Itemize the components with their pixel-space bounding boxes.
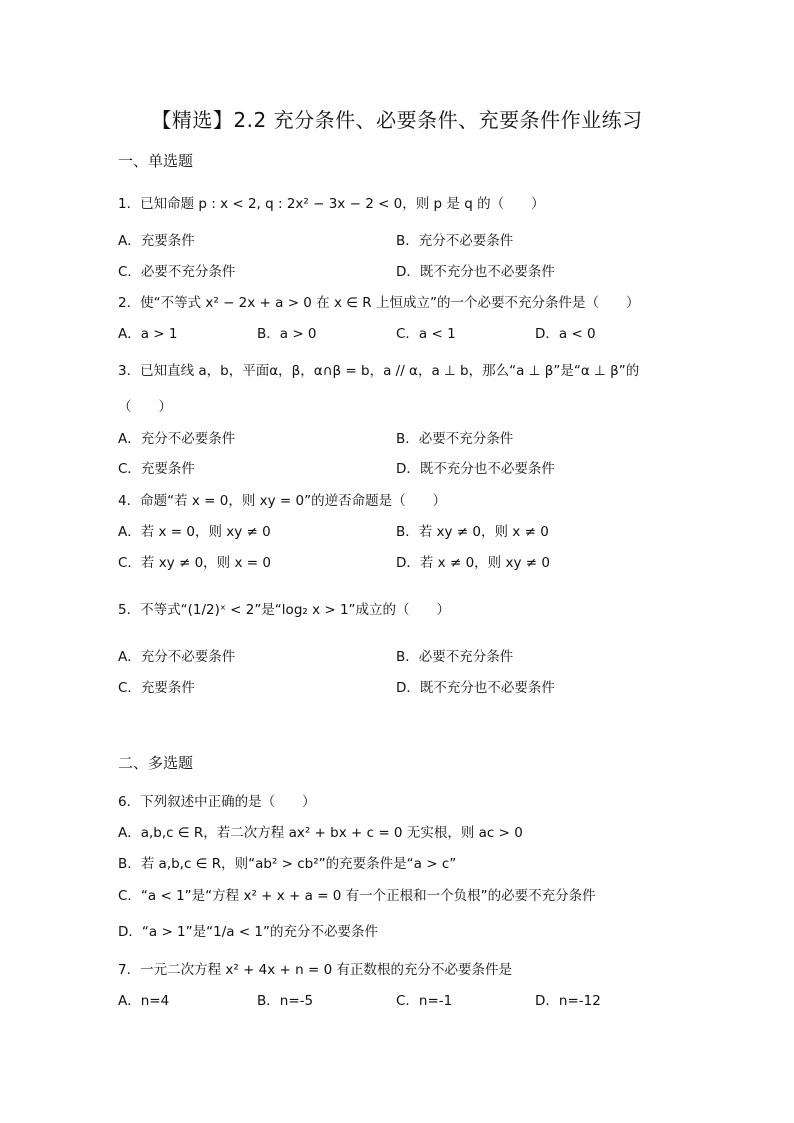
question-4-stem: 4．命题“若 x = 0，则 xy = 0”的逆否命题是（ ） xyxy=(118,493,447,509)
q6-option-b: B．若 a,b,c ∈ R，则“ab² > cb²”的充要条件是“a > c” xyxy=(118,856,457,872)
q1-option-d: D．既不充分也不必要条件 xyxy=(396,264,555,280)
q1-option-a: A．充要条件 xyxy=(118,233,195,249)
q2-option-a: A．a > 1 xyxy=(118,326,178,342)
q4-option-b: B．若 xy ≠ 0，则 x ≠ 0 xyxy=(396,524,549,540)
q3-option-a: A．充分不必要条件 xyxy=(118,431,236,447)
section-heading-multi: 二、多选题 xyxy=(118,754,194,772)
q7-option-b: B．n=-5 xyxy=(257,993,314,1009)
q5-option-c: C．充要条件 xyxy=(118,680,195,696)
q4-option-c: C．若 xy ≠ 0，则 x = 0 xyxy=(118,555,271,571)
q7-option-c: C．n=-1 xyxy=(396,993,453,1009)
q6-option-d: D．“a > 1”是“1/a < 1”的充分不必要条件 xyxy=(118,924,379,940)
q6-option-c: C．“a < 1”是“方程 x² + x + a = 0 有一个正根和一个负根”的必要不充分条件 xyxy=(118,888,596,904)
q5-option-a: A．充分不必要条件 xyxy=(118,649,236,665)
question-1-stem: 1．已知命题 p : x < 2, q : 2x² − 3x − 2 < 0，则 p 是 q 的（ ） xyxy=(118,196,545,212)
q4-option-d: D．若 x ≠ 0，则 xy ≠ 0 xyxy=(396,555,550,571)
q1-option-c: C．必要不充分条件 xyxy=(118,264,236,280)
question-3-stem-continued: （ ） xyxy=(118,399,172,415)
q2-option-b: B．a > 0 xyxy=(257,326,317,342)
q3-option-b: B．必要不充分条件 xyxy=(396,431,514,447)
q1-option-b: B．充分不必要条件 xyxy=(396,233,514,249)
question-2-stem: 2．使“不等式 x² − 2x + a > 0 在 x ∈ R 上恒成立”的一个必要不充分条件是（ ） xyxy=(118,295,640,311)
q3-option-c: C．充要条件 xyxy=(118,461,195,477)
q4-option-a: A．若 x = 0，则 xy ≠ 0 xyxy=(118,524,271,540)
page-title: 【精选】2.2 充分条件、必要条件、充要条件作业练习 xyxy=(151,108,643,132)
question-7-stem: 7．一元二次方程 x² + 4x + n = 0 有正数根的充分不必要条件是 xyxy=(118,962,512,978)
q2-option-d: D．a < 0 xyxy=(535,326,596,342)
q3-option-d: D．既不充分也不必要条件 xyxy=(396,461,555,477)
q2-option-c: C．a < 1 xyxy=(396,326,456,342)
question-5-stem: 5．不等式“(1/2)ˣ < 2”是“log₂ x > 1”成立的（ ） xyxy=(118,602,451,618)
q7-option-d: D．n=-12 xyxy=(535,993,601,1009)
q5-option-d: D．既不充分也不必要条件 xyxy=(396,680,555,696)
question-6-stem: 6．下列叙述中正确的是（ ） xyxy=(118,794,316,810)
section-heading-single: 一、单选题 xyxy=(118,152,194,170)
q5-option-b: B．必要不充分条件 xyxy=(396,649,514,665)
question-3-stem: 3．已知直线 a，b，平面α，β，α∩β = b，a // α，a ⊥ b，那么“a ⊥ β”是“α ⊥ β”的 xyxy=(118,363,640,379)
q6-option-a: A．a,b,c ∈ R，若二次方程 ax² + bx + c = 0 无实根，则 ac > 0 xyxy=(118,825,523,841)
q7-option-a: A．n=4 xyxy=(118,993,170,1009)
